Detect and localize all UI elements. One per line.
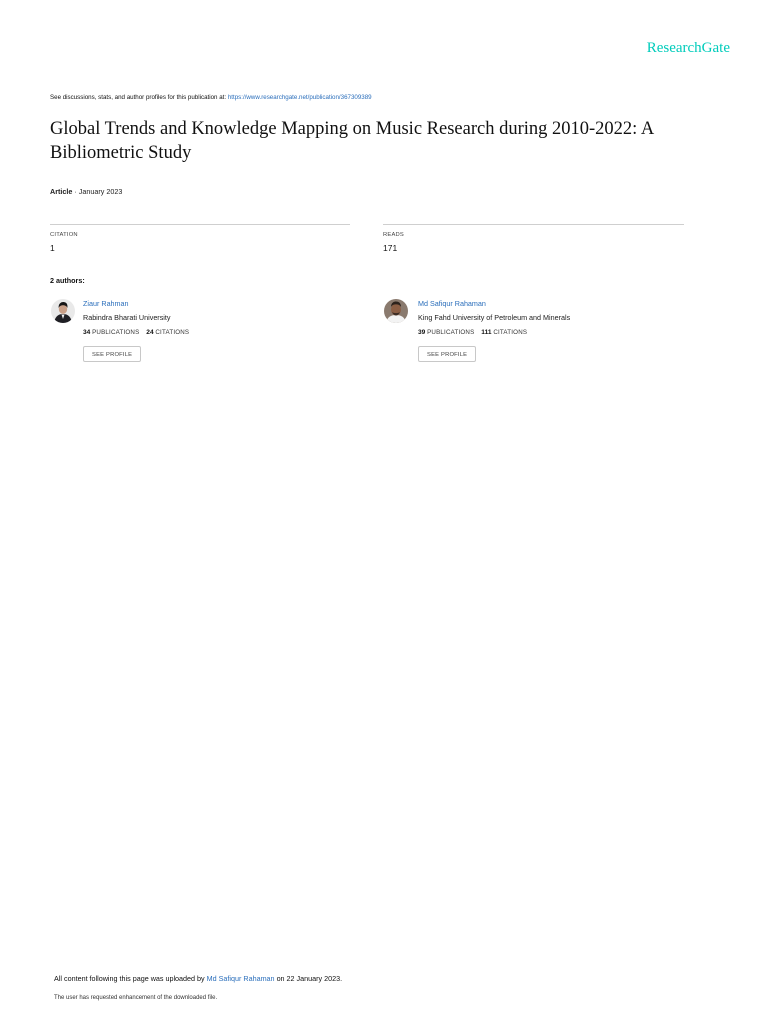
author-name-link[interactable]: Md Safiqur Rahaman (418, 299, 486, 308)
citations-label: CITATIONS (155, 329, 190, 336)
citation-count: 1 (50, 243, 55, 253)
see-profile-button[interactable]: SEE PROFILE (83, 346, 141, 362)
reads-divider (383, 224, 684, 225)
upload-prefix: All content following this page was uploaded by (54, 974, 205, 983)
author-stats (418, 329, 527, 336)
article-title: Global Trends and Knowledge Mapping on Music Research during 2010-2022: A Bibliometric Study (50, 119, 654, 163)
publications-label: PUBLICATIONS (92, 329, 140, 336)
author-name-link[interactable]: Ziaur Rahman (83, 299, 129, 308)
author-avatar-ziaur-rahman[interactable] (51, 299, 75, 323)
reads-count: 171 (383, 243, 398, 253)
citations-count: 24 (146, 329, 154, 336)
citation-label: CITATION (50, 232, 78, 238)
author-stats (83, 329, 189, 336)
citations-count: 111 (481, 329, 492, 336)
discussion-notice (50, 94, 372, 101)
see-profile-button[interactable]: SEE PROFILE (418, 346, 476, 362)
author-affiliation: Rabindra Bharati University (83, 313, 171, 322)
publication-link[interactable]: https://www.researchgate.net/publication/367309389 (227, 94, 372, 101)
author-affiliation: King Fahd University of Petroleum and Minerals (418, 313, 571, 322)
uploader-link[interactable]: Md Safiqur Rahaman (206, 974, 275, 983)
citations-label: CITATIONS (493, 329, 528, 336)
article-meta (50, 187, 122, 196)
publications-label: PUBLICATIONS (427, 329, 475, 336)
publications-count: 34 (83, 329, 91, 336)
authors-heading: 2 authors: (50, 276, 85, 285)
discussion-text: See discussions, stats, and author profiles for this publication at: (50, 94, 227, 101)
researchgate-logo[interactable]: ResearchGate (646, 40, 730, 56)
enhancement-note: The user has requested enhancement of the downloaded file. (54, 995, 218, 1001)
upload-notice (54, 974, 342, 983)
upload-suffix: on 22 January 2023. (276, 974, 343, 983)
article-date: · January 2023 (74, 187, 123, 196)
citation-divider (50, 224, 350, 225)
publications-count: 39 (418, 329, 426, 336)
article-type: Article (50, 187, 73, 196)
reads-label: READS (383, 232, 404, 238)
author-avatar-md-safiqur-rahaman[interactable] (384, 299, 408, 323)
